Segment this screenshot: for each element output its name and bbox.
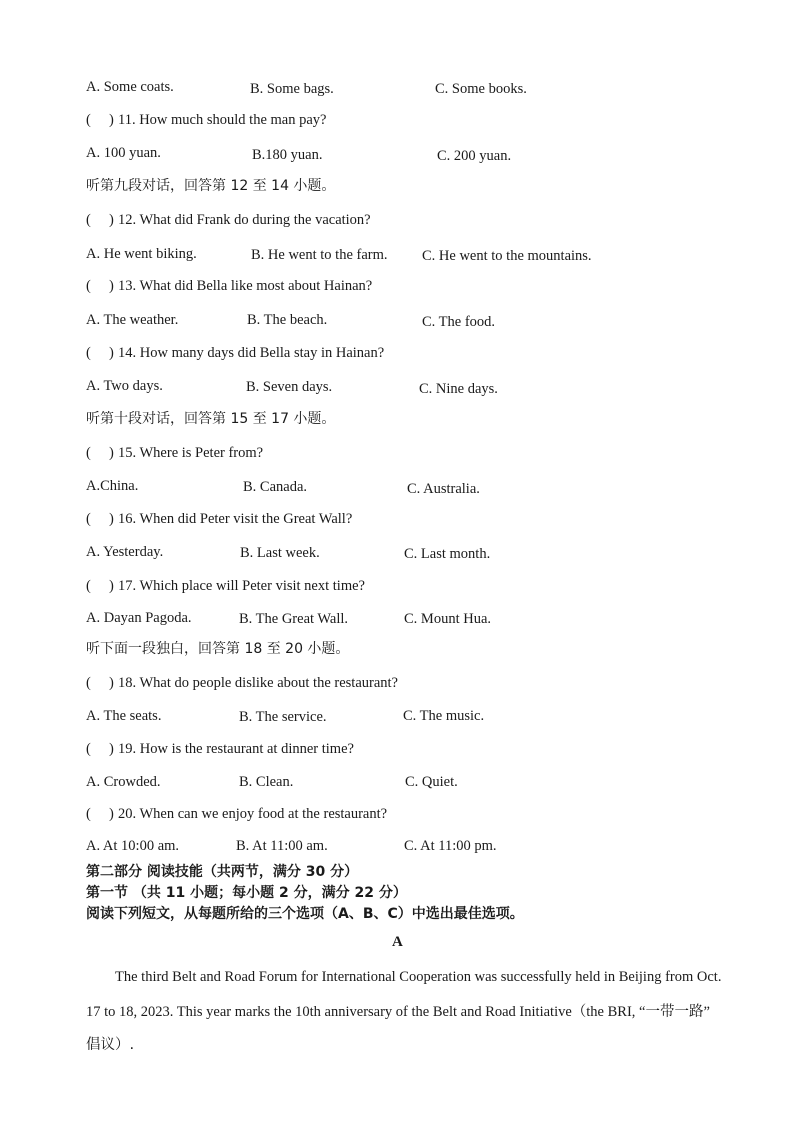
answer-paren-close: ) [108,806,114,822]
question-text: 18. What do people dislike about the restaurant? [118,675,398,691]
question-text: 20. When can we enjoy food at the restaurant? [118,806,388,822]
question-17 [86,577,365,595]
question-16 [86,510,352,528]
answer-paren-close: ) [108,278,114,294]
q15-option-b: B. Canada. [243,479,308,495]
answer-paren-open: ( [86,741,91,757]
q19-option-b: B. Clean. [239,774,294,790]
passage-line-3: 倡议）. [86,1037,135,1053]
q11-option-c: C. 200 yuan. [437,148,512,164]
q16-option-c: C. Last month. [404,546,491,562]
q17-option-b: B. The Great Wall. [239,611,349,627]
q14-option-b: B. Seven days. [246,379,333,395]
question-18 [86,674,398,692]
answer-paren-open: ( [86,112,91,128]
q20-option-c: C. At 11:00 pm. [404,838,497,854]
passage-label: A [392,934,403,950]
q13-option-c: C. The food. [422,314,496,330]
question-text: 11. How much should the man pay? [118,112,327,128]
question-text: 19. How is the restaurant at dinner time? [118,741,354,757]
q19-option-c: C. Quiet. [405,774,458,790]
q13-option-b: B. The beach. [247,312,328,328]
answer-paren-open: ( [86,345,91,361]
q18-option-a: A. The seats. [86,708,162,724]
section1-title: 第一节 （共 11 小题；每小题 2 分，满分 22 分） [86,885,407,901]
q18-option-c: C. The music. [403,708,485,724]
q11-option-a: A. 100 yuan. [86,145,161,161]
q11-option-b: B.180 yuan. [252,147,323,163]
section-10-instruction: 听第十段对话，回答第 15 至 17 小题。 [86,411,336,427]
q17-option-c: C. Mount Hua. [404,611,491,627]
section-9-instruction: 听第九段对话，回答第 12 至 14 小题。 [86,178,336,194]
answer-paren-open: ( [86,806,91,822]
q12-option-a: A. He went biking. [86,246,197,262]
answer-paren-close: ) [108,578,114,594]
question-14 [86,344,384,362]
answer-paren-close: ) [108,345,114,361]
q14-option-c: C. Nine days. [419,381,498,397]
q15-option-a: A.China. [86,478,139,494]
answer-paren-close: ) [108,511,114,527]
q20-option-a: A. At 10:00 am. [86,838,180,854]
question-20 [86,805,387,823]
q12-option-c: C. He went to the mountains. [422,248,592,264]
q10-option-a: A. Some coats. [86,79,174,95]
answer-paren-close: ) [108,212,114,228]
question-11 [86,111,326,129]
q16-option-b: B. Last week. [240,545,320,561]
question-12 [86,211,371,229]
answer-paren-open: ( [86,212,91,228]
question-text: 14. How many days did Bella stay in Hainan? [118,345,385,361]
answer-paren-close: ) [108,675,114,691]
q17-option-a: A. Dayan Pagoda. [86,610,192,626]
question-text: 15. Where is Peter from? [118,445,264,461]
question-13 [86,277,372,295]
answer-paren-open: ( [86,511,91,527]
q14-option-a: A. Two days. [86,378,163,394]
question-15 [86,444,263,462]
q13-option-a: A. The weather. [86,312,179,328]
answer-paren-close: ) [108,445,114,461]
answer-paren-open: ( [86,578,91,594]
q20-option-b: B. At 11:00 am. [236,838,328,854]
q19-option-a: A. Crowded. [86,774,161,790]
question-19 [86,740,354,758]
question-text: 16. When did Peter visit the Great Wall? [118,511,353,527]
part2-title: 第二部分 阅读技能（共两节，满分 30 分） [86,864,359,880]
passage-line-1: The third Belt and Road Forum for International Cooperation was successfully held in Beijing from Oct. [115,969,722,985]
answer-paren-close: ) [108,112,114,128]
q10-option-c: C. Some books. [435,81,527,97]
q10-option-b: B. Some bags. [250,81,334,97]
q15-option-c: C. Australia. [407,481,480,497]
reading-instructions: 阅读下列短文，从每题所给的三个选项（A、B、C）中选出最佳选项。 [86,906,524,922]
answer-paren-open: ( [86,445,91,461]
passage-line-2: 17 to 18, 2023. This year marks the 10th anniversary of the Belt and Road Initiative（the BRI, “一带一路” [86,1004,710,1020]
monologue-instruction: 听下面一段独白，回答第 18 至 20 小题。 [86,641,350,657]
question-text: 13. What did Bella like most about Hainan? [118,278,373,294]
answer-paren-open: ( [86,278,91,294]
question-text: 17. Which place will Peter visit next time? [118,578,365,594]
q18-option-b: B. The service. [239,709,327,725]
q16-option-a: A. Yesterday. [86,544,164,560]
q12-option-b: B. He went to the farm. [251,247,388,263]
question-text: 12. What did Frank do during the vacation? [118,212,371,228]
answer-paren-open: ( [86,675,91,691]
answer-paren-close: ) [108,741,114,757]
